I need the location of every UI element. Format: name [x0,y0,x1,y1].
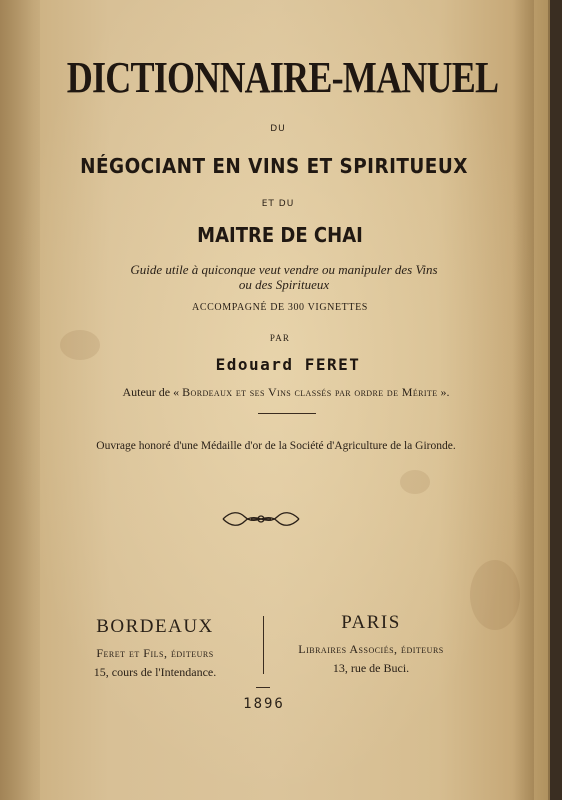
publisher-address: 15, cours de l'Intendance. [93,665,217,679]
foxing-stain [400,470,430,494]
guide-line-2: ou des Spiritueux [238,277,330,292]
subtitle-2: MAITRE DE CHAI [197,223,363,247]
publisher-address: 13, rue de Buci. [332,661,410,675]
publication-year: 1896 [243,696,285,712]
publisher-name-part: ils, [150,646,171,660]
book-title: DICTIONNAIRE-MANUEL [66,53,499,102]
divider-rule [258,413,316,414]
publisher-name-part: éditeurs [170,646,214,660]
publisher-city: BORDEAUX [96,616,214,637]
publisher-name-part: eret et [103,646,144,660]
author-credit-work: Bordeaux et ses Vins classés par ordre de Mérite [182,385,438,399]
publisher-city: PARIS [341,612,401,633]
et-du-label: ET DU [261,199,295,209]
page-edge [512,0,534,800]
par-label: PAR [269,333,291,343]
binding-shadow [0,0,40,800]
vignettes-note: ACCOMPAGNÉ DE 300 VIGNETTES [192,302,368,313]
publisher-name [60,646,250,661]
author-credit [12,385,560,400]
du-label: DU [270,124,286,134]
fleuron-ornament-icon [221,508,301,530]
publisher-paris [268,612,474,676]
year-rule [256,687,270,688]
publisher-name-part: F [143,646,151,660]
subtitle: NÉGOCIANT EN VINS ET SPIRITUEUX [80,154,468,178]
author-credit-suffix: ». [440,385,450,399]
guide-line-1: Guide utile à quiconque veut vendre ou manipuler des Vins [130,262,438,277]
author-name: Edouard FERET [215,355,361,374]
publisher-name-part: F [96,646,104,660]
award-note: Ouvrage honoré d'une Médaille d'or de la Société d'Agriculture de la Gironde. [96,440,456,452]
publisher-divider [263,616,264,674]
publisher-bordeaux [60,616,250,680]
publisher-name: Libraires Associés, éditeurs [298,642,444,656]
author-credit-prefix: Auteur de « [122,385,180,399]
foxing-stain [470,560,520,630]
